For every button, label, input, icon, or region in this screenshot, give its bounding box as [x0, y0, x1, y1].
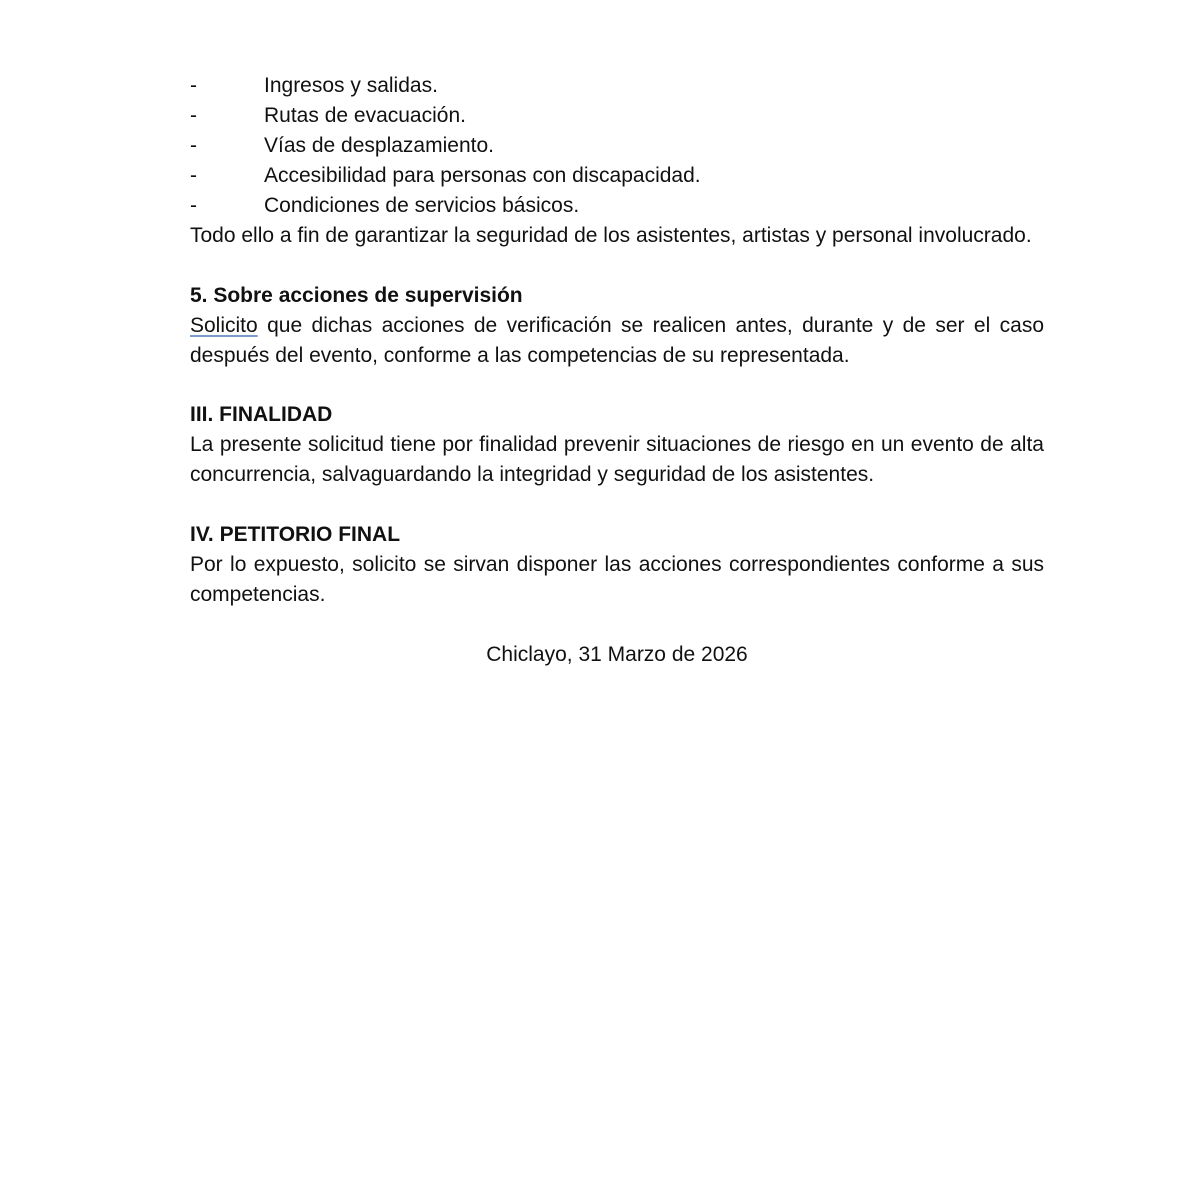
section-4-heading: IV. PETITORIO FINAL — [190, 523, 401, 546]
spacer — [190, 251, 1044, 281]
list-item-text: Vías de desplazamiento. — [264, 134, 494, 157]
bullet-dash: - — [190, 74, 197, 97]
list-item-text: Condiciones de servicios básicos. — [264, 194, 580, 217]
spellcheck-underlined-word[interactable]: Solicito — [190, 314, 258, 337]
bullet-dash: - — [190, 164, 197, 187]
spacer — [190, 610, 1044, 640]
list-item — [190, 161, 1044, 191]
document-page — [190, 71, 1044, 670]
list-item — [190, 71, 1044, 101]
bullet-dash: - — [190, 194, 197, 217]
section-3-heading: III. FINALIDAD — [190, 403, 333, 426]
bullet-dash: - — [190, 104, 197, 127]
list-item-text: Ingresos y salidas. — [264, 74, 438, 97]
bullet-dash: - — [190, 134, 197, 157]
list-item-text: Accesibilidad para personas con discapacidad. — [264, 164, 701, 187]
section-5-heading: 5. Sobre acciones de supervisión — [190, 284, 523, 307]
section-5-body-text: que dichas acciones de verificación se realicen antes, durante y de ser el caso después del evento, conforme a las competencias de su representada. — [190, 314, 1044, 367]
section-3-paragraph: La presente solicitud tiene por finalidad prevenir situaciones de riesgo en un evento de alta concurrencia, salvaguardando la integridad y seguridad de los asistentes. — [190, 433, 1044, 486]
list-item-text: Rutas de evacuación. — [264, 104, 466, 127]
section-5-paragraph — [190, 311, 1044, 371]
intro-paragraph: Todo ello a fin de garantizar la seguridad de los asistentes, artistas y personal involucrado. — [190, 224, 1032, 247]
section-4-paragraph: Por lo expuesto, solicito se sirvan disponer las acciones correspondientes conforme a sus competencias. — [190, 553, 1044, 606]
spacer — [190, 490, 1044, 520]
spacer — [190, 371, 1044, 400]
list-item — [190, 131, 1044, 161]
list-item — [190, 191, 1044, 221]
list-item — [190, 101, 1044, 131]
closing-date-line: Chiclayo, 31 Marzo de 2026 — [486, 643, 748, 666]
requirements-list — [190, 71, 1044, 221]
